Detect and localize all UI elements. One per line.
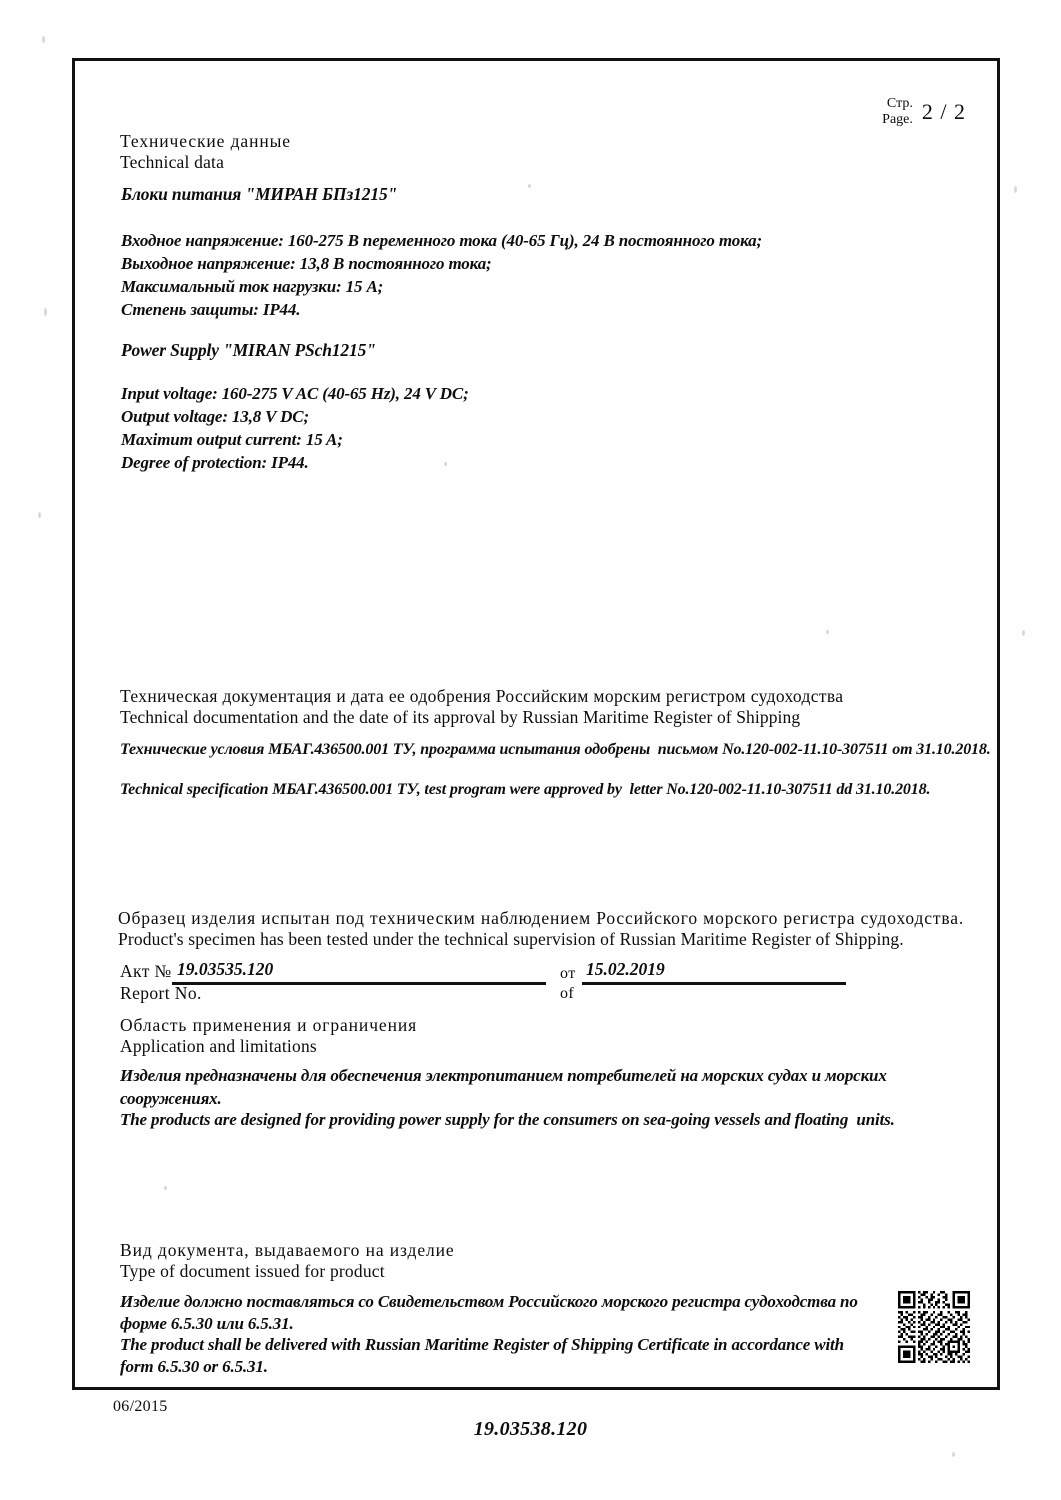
spec-ru-max-current: Максимальный ток нагрузки: 15 А;: [121, 277, 384, 296]
spec-en-protection-degree: Degree of protection: IP44.: [121, 453, 309, 472]
spec-ru-protection-degree: Степень защиты: IP44.: [121, 300, 301, 319]
spec-ru-input-voltage: Входное напряжение: 160-275 В переменного тока (40-65 Гц), 24 В постоянного тока;: [121, 231, 762, 250]
documentation-body-en: Technical specification МБАГ.436500.001 ТУ, test program were approved by letter No.120-002-11.10-307511 dd 31.10.2018.: [120, 781, 931, 798]
application-heading-en: Application and limitations: [120, 1036, 317, 1056]
report-label-ru: Акт №: [120, 961, 172, 981]
page-counter: [882, 96, 966, 128]
footer-revision: 06/2015: [113, 1398, 168, 1415]
footer-document-number: 19.03538.120: [473, 1418, 588, 1440]
report-label-en: Report No.: [120, 983, 202, 1003]
document-type-body-ru-line2: форме 6.5.30 или 6.5.31.: [120, 1314, 294, 1333]
qr-code-icon: [898, 1291, 970, 1363]
documentation-heading-ru: Техническая документация и дата ее одобрения Российским морским регистром судоходства: [120, 686, 844, 706]
report-date-underline: [582, 982, 846, 985]
report-number-underline: [172, 982, 546, 985]
documentation-heading-en: Technical documentation and the date of its approval by Russian Maritime Register of Shipping: [120, 707, 801, 727]
report-date-label-ru: от: [560, 965, 576, 982]
scan-speck: [952, 1452, 955, 1457]
document-type-heading-en: Type of document issued for product: [120, 1261, 385, 1281]
page-counter-label-en: Page.: [882, 112, 913, 127]
document-type-body-ru-line1: Изделие должно поставляться со Свидетельством Российского морского регистра судоходства по: [120, 1292, 858, 1311]
page-counter-value: 2 / 2: [921, 99, 966, 124]
specimen-heading-en: Product's specimen has been tested under the technical supervision of Russian Maritime Register of Shipping.: [118, 929, 904, 949]
document-type-body-en-line1: The product shall be delivered with Russian Maritime Register of Shipping Certificate in accordance with: [120, 1335, 844, 1354]
application-body-ru-line2: сооружениях.: [120, 1089, 222, 1108]
spec-en-max-current: Maximum output current: 15 A;: [121, 430, 343, 449]
scan-speck: [1014, 186, 1017, 193]
spec-ru-output-voltage: Выходное напряжение: 13,8 В постоянного тока;: [121, 254, 492, 273]
page-counter-label-ru: Стр.: [886, 96, 913, 111]
spec-en-output-voltage: Output voltage: 13,8 V DC;: [121, 407, 309, 426]
technical-data-heading-ru: Технические данные: [120, 131, 291, 151]
scan-speck: [42, 36, 45, 43]
application-body-en: The products are designed for providing power supply for the consumers on sea-going vessels and floating units.: [120, 1110, 895, 1129]
spec-en-input-voltage: Input voltage: 160-275 V AC (40-65 Hz), 24 V DC;: [121, 384, 469, 403]
scan-speck: [38, 512, 41, 518]
application-body-ru-line1: Изделия предназначены для обеспечения электропитанием потребителей на морских судах и морских: [120, 1066, 887, 1085]
report-number-value: 19.03535.120: [177, 959, 274, 979]
document-type-body-en-line2: form 6.5.30 or 6.5.31.: [120, 1357, 268, 1376]
scan-speck: [44, 308, 47, 316]
product-name-en: Power Supply "MIRAN PSch1215": [121, 340, 376, 360]
document-type-heading-ru: Вид документа, выдаваемого на изделие: [120, 1240, 455, 1260]
report-date-label-en: of: [560, 985, 575, 1002]
application-heading-ru: Область применения и ограничения: [120, 1015, 418, 1035]
documentation-body-ru: Технические условия МБАГ.436500.001 ТУ, программа испытания одобрены письмом No.120-002-11.10-307511 от 31.10.2018.: [120, 741, 991, 758]
scan-speck: [1022, 630, 1025, 636]
product-name-ru: Блоки питания "МИРАН БПз1215": [121, 184, 398, 204]
technical-data-heading-en: Technical data: [120, 152, 225, 172]
specimen-heading-ru: Образец изделия испытан под техническим наблюдением Российского морского регистра судоходства.: [118, 908, 965, 928]
report-date-value: 15.02.2019: [586, 959, 665, 979]
